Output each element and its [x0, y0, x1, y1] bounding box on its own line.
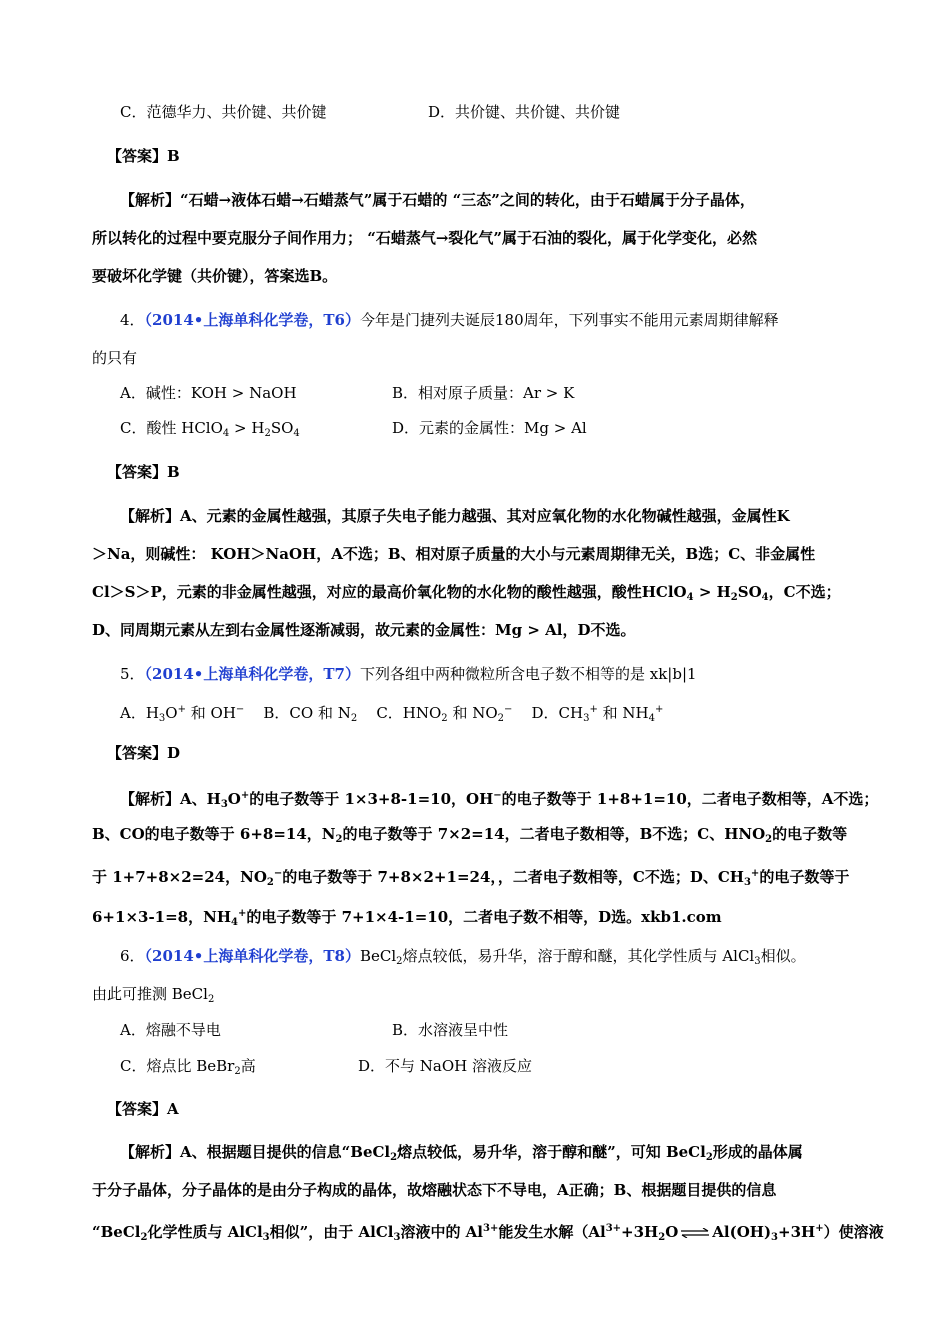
q5-option-a: A．$H_3O^+$ 和 OH−	[120, 704, 245, 724]
q4-option-d: D．元素的金属性：Mg > Al	[392, 419, 587, 437]
subscript: 2	[390, 1152, 398, 1163]
subscript: 4	[231, 917, 238, 928]
subscript: 2	[234, 1066, 241, 1077]
superscript: −	[493, 790, 502, 801]
q4-analysis-line-4: D、同周期元素从左到右金属性逐渐减弱，故元素的金属性：Mg > Al，D不选。	[92, 621, 636, 639]
subscript: 2	[350, 713, 358, 724]
q3-option-d: D．共价键、共价键、共价键	[428, 103, 621, 121]
q3-analysis-line-1: 【解析】“石蜡→液体石蜡→石蜡蒸气”属于石蜡的 “三态”之间的转化，由于石蜡属于分子晶体，	[120, 191, 755, 209]
superscript: −	[235, 704, 245, 715]
subscript: 4	[648, 713, 655, 724]
subscript: 4	[761, 592, 769, 603]
q4-stem-line-1	[120, 310, 779, 330]
subscript: 3	[158, 713, 166, 724]
superscript: +	[654, 704, 664, 715]
q6-number: 6．	[120, 947, 145, 965]
q5-analysis-line-3: 于 1+7+8×2=24，$NO_2^-$的电子数等于 7+8×2+1=24，，二者电子数相等，C不选；D、$CH_3^+$的电子数等于	[92, 868, 850, 888]
q4-stem: 今年是门捷列夫诞辰180周年，下列事实不能用元素周期律解释	[359, 311, 779, 329]
subscript: 2	[266, 877, 274, 888]
q6-answer: 【答案】A	[107, 1100, 179, 1118]
q4-analysis-line-3: Cl＞S＞P，元素的非金属性越强，对应的最高价氧化物的水化物的酸性越强，酸性HClO$_4$ > $H_2SO_4$，C不选；	[92, 583, 841, 603]
q6-analysis-line-1: 【解析】A、根据题目提供的信息“BeCl$_2$熔点较低，易升华，溶于醇和醚”，可知 BeCl$_2$形成的晶体属	[120, 1143, 803, 1163]
q4-option-c: C．酸性 HClO$_4$ > $H_2SO_4$	[120, 419, 300, 439]
q5-option-b: B．CO 和 $N_2$	[263, 704, 358, 724]
subscript: 2	[140, 1232, 148, 1243]
q5-stem-text: 下列各组中两种微粒所含电子数不相等的是 xk|b|1	[359, 665, 697, 683]
q3-answer: 【答案】B	[107, 147, 180, 165]
q5-answer: 【答案】D	[107, 744, 181, 762]
superscript: +	[177, 704, 186, 715]
superscript: +	[237, 908, 247, 919]
q6-analysis-line-3: “BeCl$_2$化学性质与 AlCl$_3$相似”，由于 AlCl$_3$溶液中的 $Al^{3+}$能发生水解（$Al^{3+}+3H_2O$ $Al(OH)_3+3H^+$）使溶液	[92, 1223, 884, 1243]
subscript: 3	[583, 713, 590, 724]
q3-option-c: C．范德华力、共价键、共价键	[120, 103, 327, 121]
subscript: 2	[658, 1232, 666, 1243]
subscript: 2	[765, 834, 773, 845]
q4-stem-line-2: 的只有	[92, 349, 138, 367]
subscript: 2	[705, 1152, 713, 1163]
superscript: 3+	[605, 1223, 622, 1234]
superscript: +	[589, 704, 598, 715]
superscript: +	[240, 790, 250, 801]
q6-option-c: C．熔点比 BeBr$_2$高	[120, 1057, 256, 1077]
subscript: 3	[262, 1232, 270, 1243]
superscript: 3+	[483, 1223, 499, 1234]
q5-number: 5．	[120, 665, 145, 683]
q6-option-d: D．不与 NaOH 溶液反应	[358, 1057, 533, 1075]
subscript: 4	[686, 592, 694, 603]
subscript: 2	[730, 592, 738, 603]
q4-analysis-line-1: 【解析】A、元素的金属性越强，其原子失电子能力越强、其对应氧化物的水化物碱性越强，金属性K	[120, 507, 790, 525]
superscript: −	[273, 868, 283, 879]
q6-stem-line-1: 6．（2014•上海单科化学卷，T8）BeCl$_2$熔点较低，易升华，溶于醇和醚，其化学性质与 AlCl$_3$相似。	[120, 947, 806, 967]
subscript: 4	[293, 428, 300, 439]
q6-stem-line-2: 由此可推测 BeCl$_2$	[92, 985, 215, 1005]
subscript: 3	[743, 877, 751, 888]
superscript: +	[750, 868, 760, 879]
subscript: 3	[754, 956, 761, 967]
subscript: 3	[220, 799, 228, 810]
q3-analysis-line-2: 所以转化的过程中要克服分子间作用力； “石蜡蒸气→裂化气”属于石油的裂化，属于化学变化，必然	[92, 229, 758, 247]
q6-option-a: A．熔融不导电	[120, 1021, 221, 1039]
subscript: 2	[335, 834, 343, 845]
subscript: 2	[264, 428, 271, 439]
subscript: 2	[207, 994, 215, 1005]
q5-source: （2014•上海单科化学卷，T7）	[144, 665, 360, 683]
q5-option-c: C．$HNO_2$ 和 $NO_2^-$	[376, 704, 513, 724]
q5-analysis-line-4: 6+1×3-1=8，$NH_4^+$的电子数等于 7+1×4-1=10，二者电子数不相等，D选。xkb1.com	[92, 908, 722, 928]
subscript: 3	[393, 1232, 401, 1243]
equilibrium-arrow-icon	[680, 1228, 710, 1238]
subscript: 2	[441, 713, 448, 724]
q5-option-d: D．$CH_3^+$ 和 $NH_4^+$	[531, 704, 664, 724]
subscript: 3	[771, 1232, 779, 1243]
q4-number: 4．	[120, 311, 145, 329]
q4-answer: 【答案】B	[107, 463, 180, 481]
q3-analysis-line-3: 要破坏化学键（共价键），答案选B。	[92, 267, 338, 285]
q6-analysis-line-2: 于分子晶体，分子晶体的是由分子构成的晶体，故熔融状态下不导电，A正确；B、根据题目提供的信息	[92, 1181, 777, 1199]
superscript: +	[815, 1223, 824, 1234]
subscript: 2	[396, 956, 403, 967]
q5-analysis-line-1: 【解析】A、$H_3O^+$的电子数等于 1×3+8-1=10，OH−的电子数等于 1+8+1=10，二者电子数相等，A不选；	[120, 790, 879, 810]
q4-source: （2014•上海单科化学卷，T6）	[144, 311, 360, 329]
subscript: 2	[497, 713, 505, 724]
q4-option-a: A．碱性：KOH > NaOH	[120, 384, 297, 402]
superscript: −	[504, 704, 513, 715]
q6-option-b: B．水溶液呈中性	[392, 1021, 509, 1039]
q5-analysis-line-2: B、CO的电子数等于 6+8=14，$N_2$的电子数等于 7×2=14，二者电子数相等，B不选；C、$HNO_2$的电子数等	[92, 825, 848, 845]
q4-analysis-line-2: ＞Na，则碱性： KOH＞NaOH，A不选；B、相对原子质量的大小与元素周期律无关，B选；C、非金属性	[92, 545, 816, 563]
q6-source: （2014•上海单科化学卷，T8）	[144, 947, 360, 965]
q5-options	[120, 700, 663, 729]
subscript: 4	[222, 428, 230, 439]
q5-stem	[120, 664, 697, 684]
q4-option-b: B．相对原子质量：Ar > K	[392, 384, 575, 402]
